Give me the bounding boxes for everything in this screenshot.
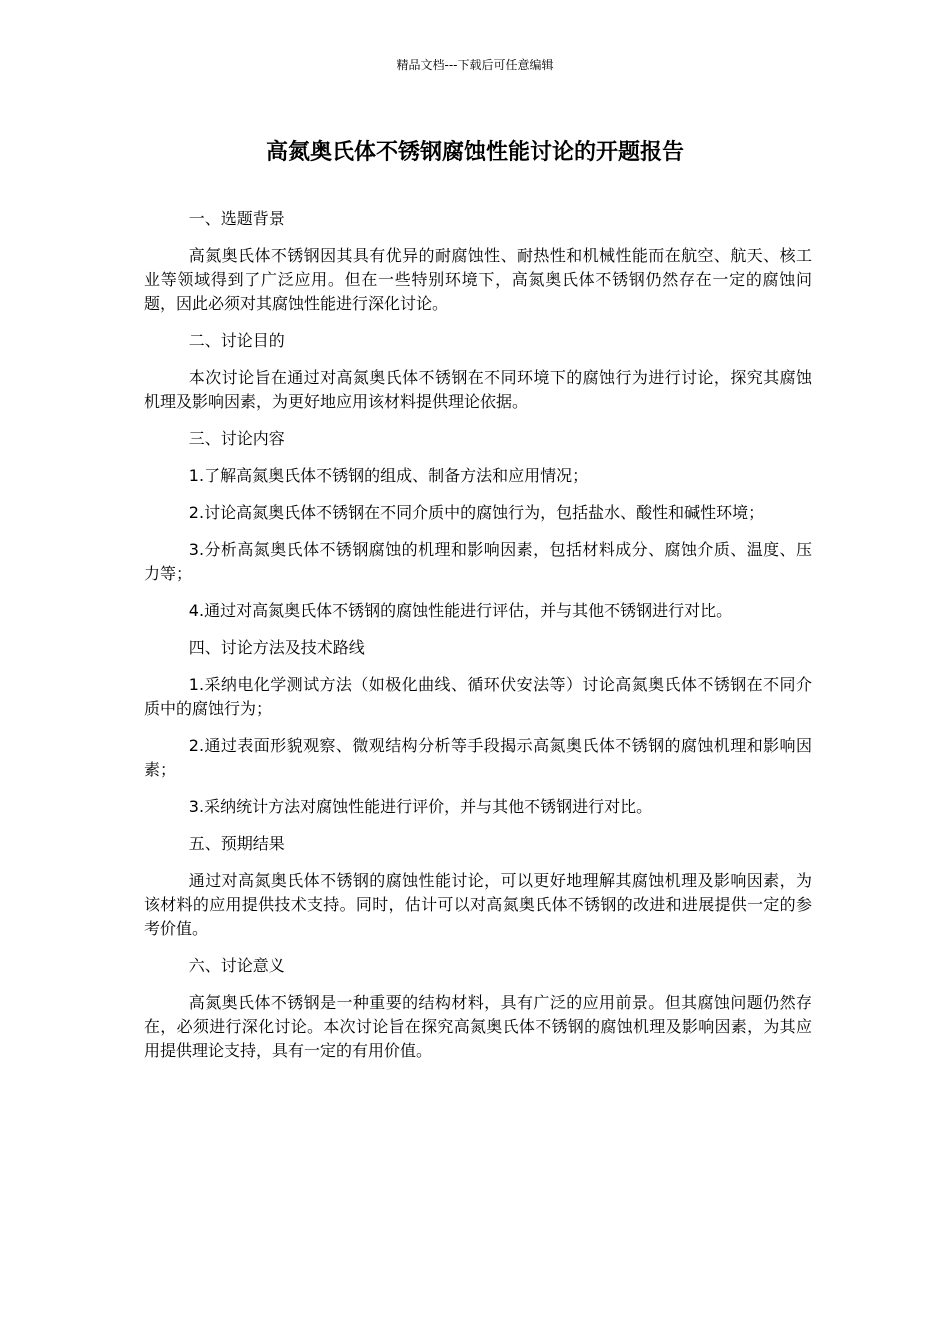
- section-paragraph-results: 通过对高氮奥氏体不锈钢的腐蚀性能讨论，可以更好地理解其腐蚀机理及影响因素，为该材料的应用提供技术支持。同时，估计可以对高氮奥氏体不锈钢的改进和进展提供一定的参考价值。: [144, 871, 812, 938]
- section-heading-methods: 四、讨论方法及技术路线: [188, 638, 365, 657]
- document-body: [144, 207, 812, 1076]
- section-heading-results: 五、预期结果: [188, 834, 285, 853]
- method-item-1: 1.采纳电化学测试方法（如极化曲线、循环伏安法等）讨论高氮奥氏体不锈钢在不同介质中的腐蚀行为；: [144, 675, 812, 718]
- section-heading-background: 一、选题背景: [188, 209, 285, 228]
- section-paragraph-purpose: 本次讨论旨在通过对高氮奥氏体不锈钢在不同环境下的腐蚀行为进行讨论，探究其腐蚀机理及影响因素，为更好地应用该材料提供理论依据。: [144, 368, 812, 411]
- section-heading-content: 三、讨论内容: [188, 429, 285, 448]
- content-item-3: 3.分析高氮奥氏体不锈钢腐蚀的机理和影响因素，包括材料成分、腐蚀介质、温度、压力等；: [144, 540, 812, 583]
- method-item-3: 3.采纳统计方法对腐蚀性能进行评价，并与其他不锈钢进行对比。: [188, 797, 653, 816]
- document-title: 高氮奥氏体不锈钢腐蚀性能讨论的开题报告: [265, 140, 684, 165]
- section-heading-significance: 六、讨论意义: [188, 956, 285, 975]
- section-paragraph-significance: 高氮奥氏体不锈钢是一种重要的结构材料，具有广泛的应用前景。但其腐蚀问题仍然存在，必须进行深化讨论。本次讨论旨在探究高氮奥氏体不锈钢的腐蚀机理及影响因素，为其应用提供理论支持，具有一定的有用价值。: [144, 993, 812, 1060]
- method-item-2: 2.通过表面形貌观察、微观结构分析等手段揭示高氮奥氏体不锈钢的腐蚀机理和影响因素；: [144, 736, 812, 779]
- content-item-4: 4.通过对高氮奥氏体不锈钢的腐蚀性能进行评估，并与其他不锈钢进行对比。: [188, 601, 733, 620]
- content-item-2: 2.讨论高氮奥氏体不锈钢在不同介质中的腐蚀行为，包括盐水、酸性和碱性环境；: [188, 503, 765, 522]
- section-paragraph-background: 高氮奥氏体不锈钢因其具有优异的耐腐蚀性、耐热性和机械性能而在航空、航天、核工业等领域得到了广泛应用。但在一些特别环境下，高氮奥氏体不锈钢仍然存在一定的腐蚀问题，因此必须对其腐蚀性能进行深化讨论。: [144, 246, 812, 313]
- page-header: 精品文档---下载后可任意编辑: [396, 58, 554, 72]
- content-item-1: 1.了解高氮奥氏体不锈钢的组成、制备方法和应用情况；: [188, 466, 589, 485]
- section-heading-purpose: 二、讨论目的: [188, 331, 285, 350]
